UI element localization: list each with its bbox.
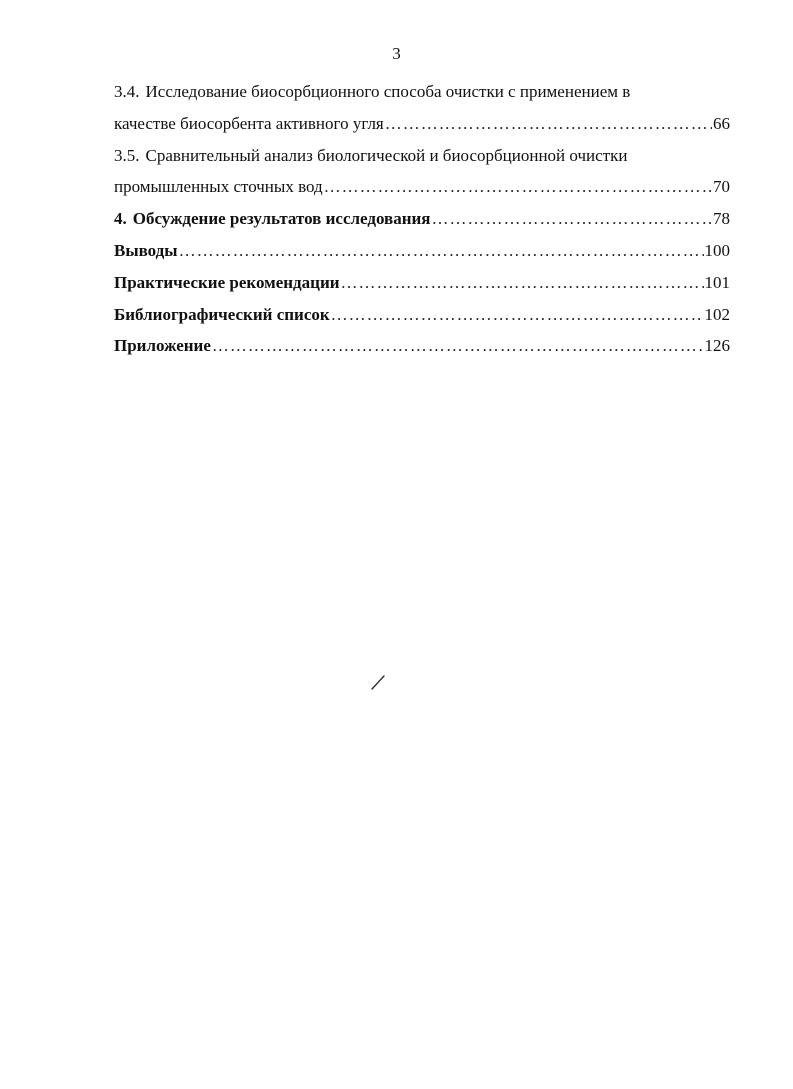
toc-entry-title bbox=[114, 76, 630, 108]
toc-entry-4 bbox=[114, 203, 730, 235]
toc-entry-3-5 bbox=[114, 140, 730, 204]
dot-leader bbox=[324, 171, 712, 203]
page-reference: 126 bbox=[704, 336, 730, 356]
dot-leader bbox=[179, 235, 704, 267]
section-title: Практические рекомендации bbox=[114, 272, 340, 292]
page-reference: 101 bbox=[704, 272, 730, 292]
page-reference: 102 bbox=[704, 304, 730, 324]
dot-leader bbox=[341, 267, 704, 299]
toc-entry-recommendations bbox=[114, 267, 730, 299]
page-reference: 66 bbox=[713, 113, 730, 133]
toc-entry-title bbox=[114, 203, 431, 235]
toc-entry-line bbox=[114, 108, 730, 140]
section-number: 3.4. bbox=[114, 82, 140, 101]
dot-leader bbox=[432, 203, 713, 235]
section-title: Обсуждение результатов исследования bbox=[132, 209, 431, 229]
toc-entry-bibliography bbox=[114, 299, 730, 331]
table-of-contents bbox=[114, 76, 730, 362]
toc-entry-title bbox=[114, 140, 627, 172]
section-title-line1: Сравнительный анализ биологической и биосорбционной очистки bbox=[145, 145, 628, 165]
section-number: 4. bbox=[114, 209, 127, 229]
page-reference: 70 bbox=[713, 177, 730, 197]
toc-entry-appendix bbox=[114, 330, 730, 362]
section-title-line1: Исследование биосорбционного способа очистки с применением в bbox=[145, 82, 631, 101]
section-title-line2: качестве биосорбента активного угля bbox=[114, 113, 384, 133]
dot-leader bbox=[385, 108, 712, 140]
section-number: 3.5. bbox=[114, 145, 140, 165]
dot-leader bbox=[331, 299, 704, 331]
toc-entry-line bbox=[114, 140, 730, 172]
toc-entry-conclusions bbox=[114, 235, 730, 267]
section-title-line2: промышленных сточных вод bbox=[114, 177, 323, 197]
section-title: Библиографический список bbox=[114, 304, 330, 324]
page-number: 3 bbox=[392, 44, 401, 63]
toc-entry-3-4 bbox=[114, 76, 730, 140]
section-title: Выводы bbox=[114, 240, 178, 260]
toc-entry-line bbox=[114, 171, 730, 203]
pen-mark bbox=[371, 674, 385, 690]
section-title: Приложение bbox=[114, 336, 211, 356]
dot-leader bbox=[212, 330, 704, 362]
page-reference: 78 bbox=[713, 209, 730, 229]
page-reference: 100 bbox=[704, 240, 730, 260]
toc-entry-line bbox=[114, 76, 730, 108]
